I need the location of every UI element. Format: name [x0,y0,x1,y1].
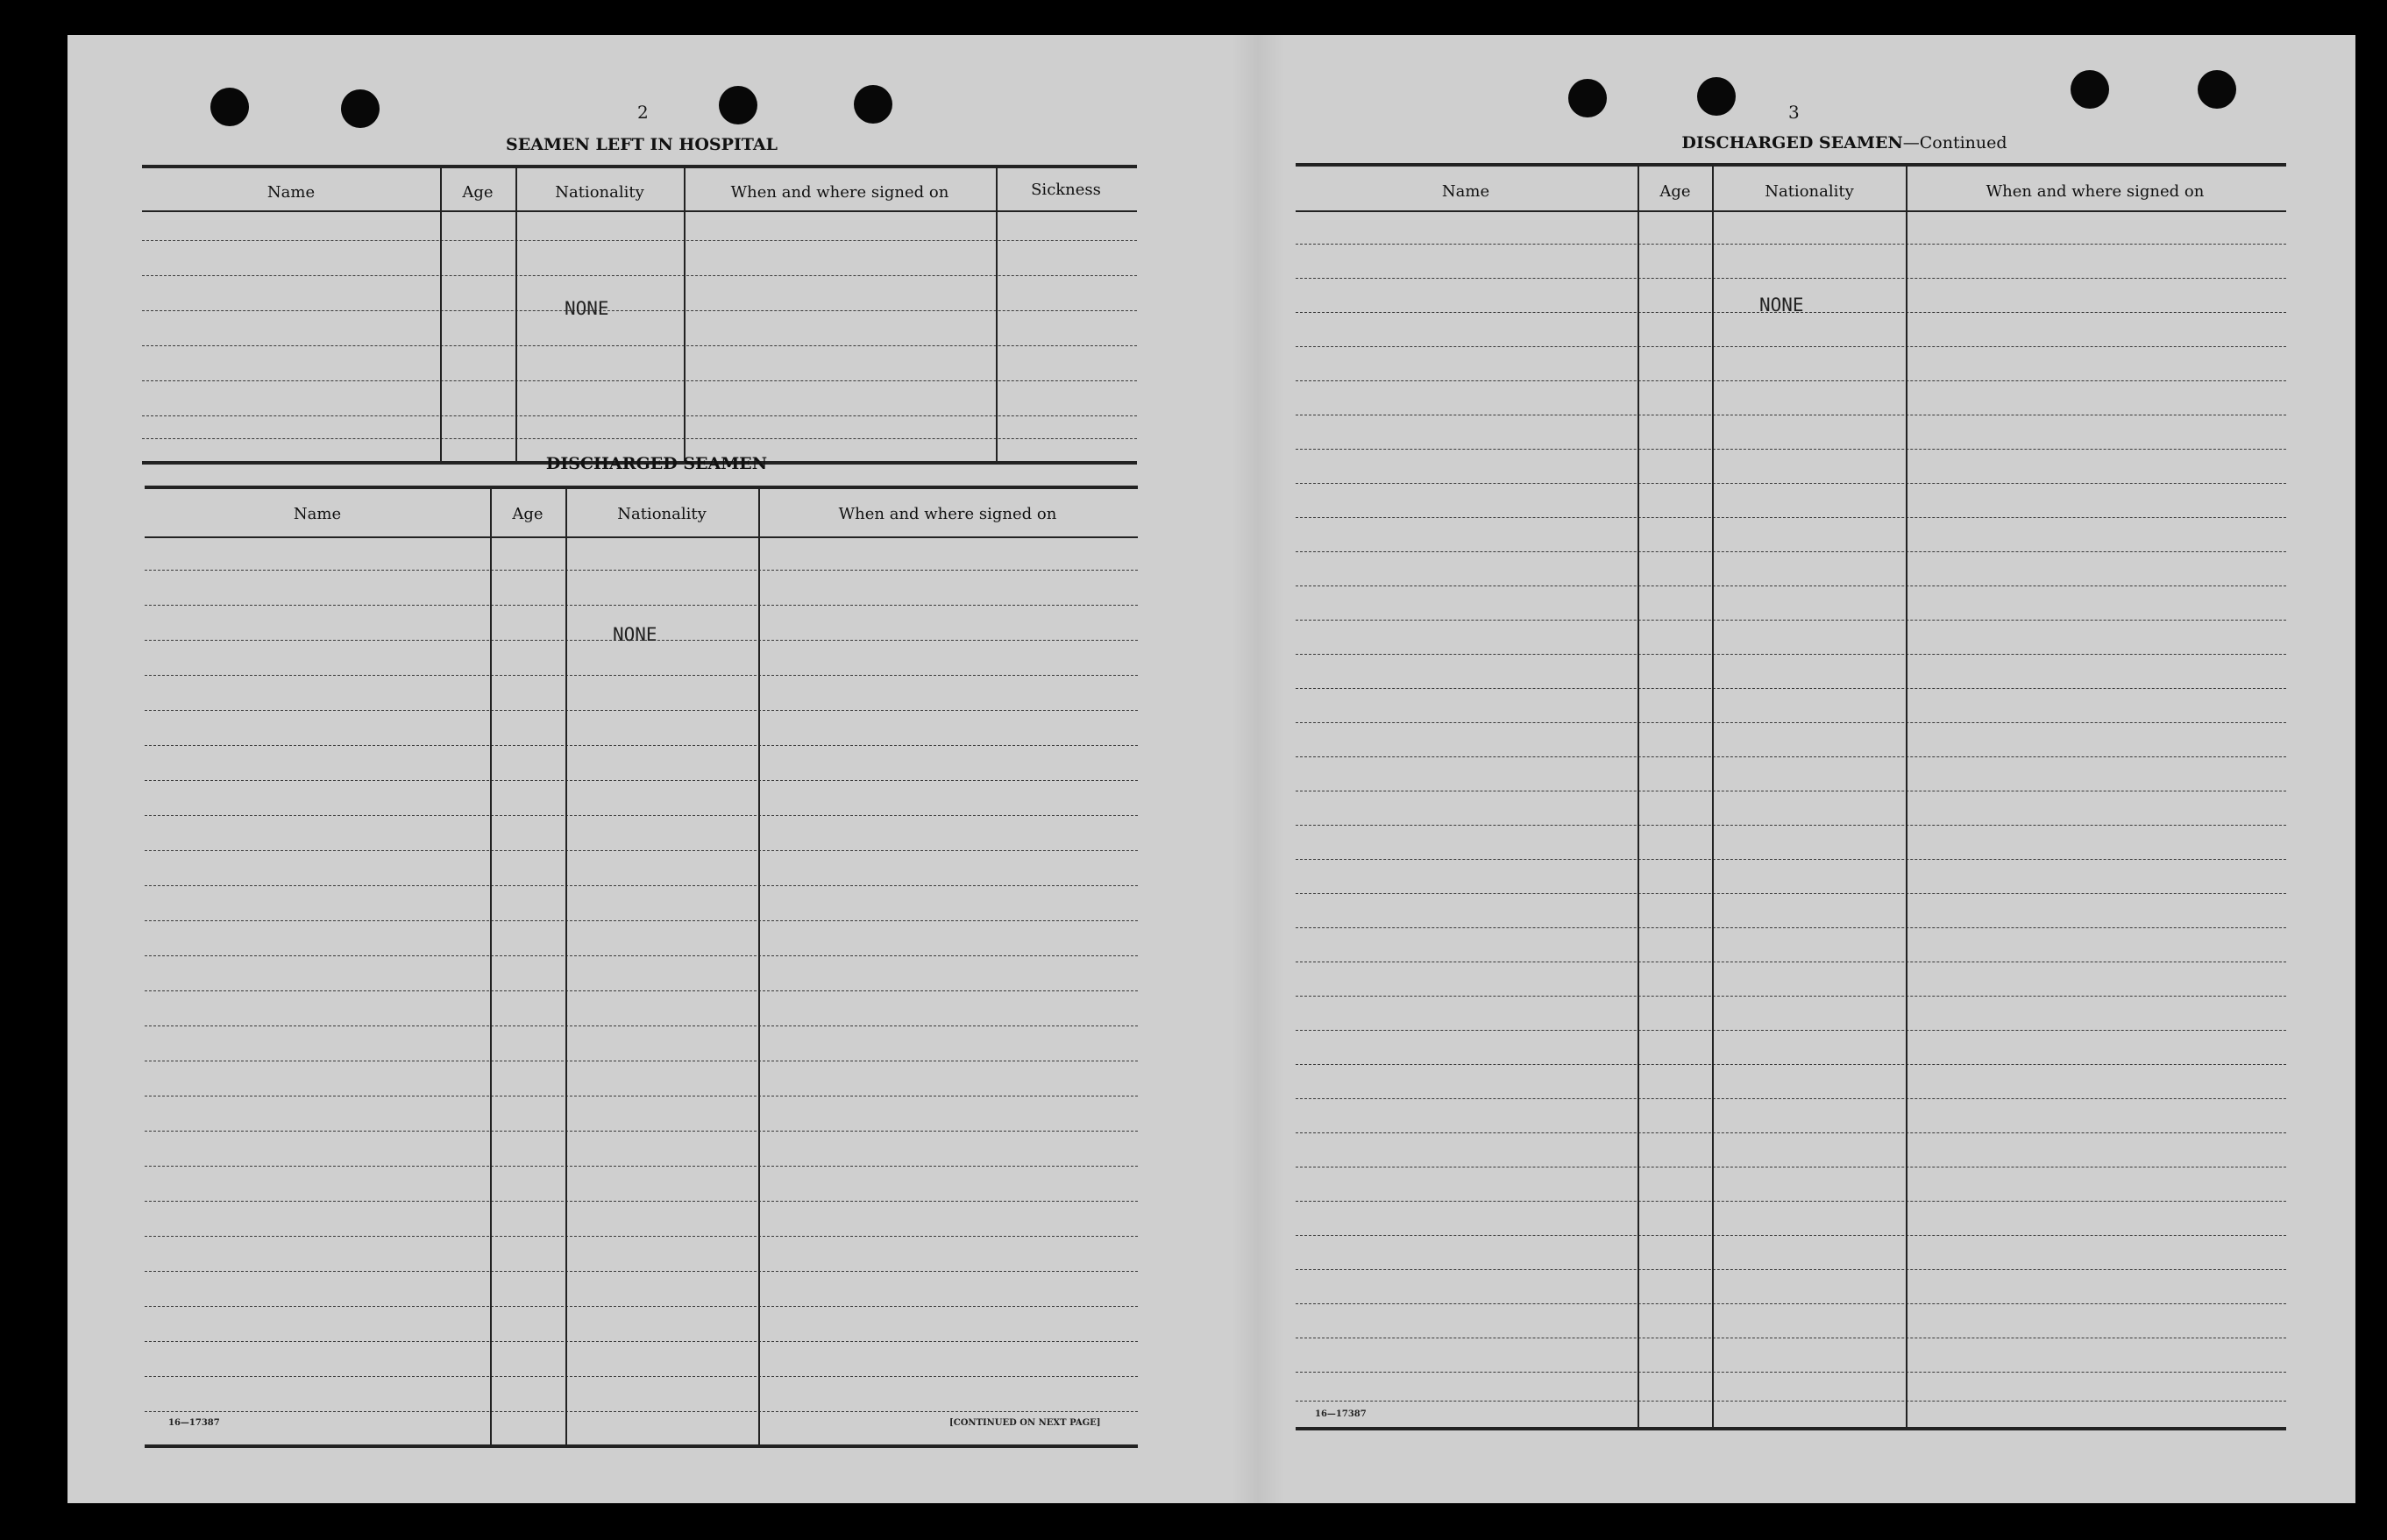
discharged-table-left [145,486,1138,1450]
discharged-col-age: Age [512,505,543,523]
punch-hole [1568,79,1607,117]
discharged-section-title: DISCHARGED SEAMEN [545,454,768,473]
punch-hole [2071,70,2109,109]
punch-hole [854,85,892,124]
discharged-col-name: Name [293,505,342,523]
continued-col-nationality: Nationality [1765,182,1854,201]
form-number-left: 16—17387 [168,1418,220,1428]
hospital-col-name: Name [266,183,316,202]
discharged-col-nationality: Nationality [617,505,707,523]
punch-hole [2198,70,2236,109]
hospital-col-signed-on: When and where signed on [730,183,949,202]
continued-col-age: Age [1659,182,1691,201]
discharged-table-right [1296,163,2286,1443]
hospital-table [142,165,1137,467]
discharged-continued-title-text: DISCHARGED SEAMEN [1681,133,1903,153]
discharged-col-signed-on: When and where signed on [838,505,1057,523]
continued-nationality-entry: NONE [1759,295,1804,316]
continued-col-name: Name [1441,182,1490,201]
punch-hole [719,86,757,124]
hospital-col-age: Age [462,183,494,202]
discharged-continued-title [1681,133,2007,153]
hospital-nationality-entry: NONE [565,298,609,319]
hospital-col-sickness: Sickness [1031,181,1101,199]
discharged-nationality-entry: NONE [613,624,657,645]
punch-hole [341,89,380,128]
punch-hole [1697,77,1736,116]
page-number-left: 2 [637,102,649,123]
hospital-col-nationality: Nationality [555,183,644,202]
page-number-right: 3 [1788,102,1800,123]
hospital-section-title: SEAMEN LEFT IN HOSPITAL [506,135,778,154]
continued-note: [CONTINUED ON NEXT PAGE] [949,1418,1101,1428]
form-number-right: 16—17387 [1315,1409,1367,1419]
continued-suffix: —Continued [1902,133,2007,153]
punch-hole [210,88,249,126]
continued-col-signed-on: When and where signed on [1986,182,2205,201]
manifest-sheet [67,35,2355,1503]
